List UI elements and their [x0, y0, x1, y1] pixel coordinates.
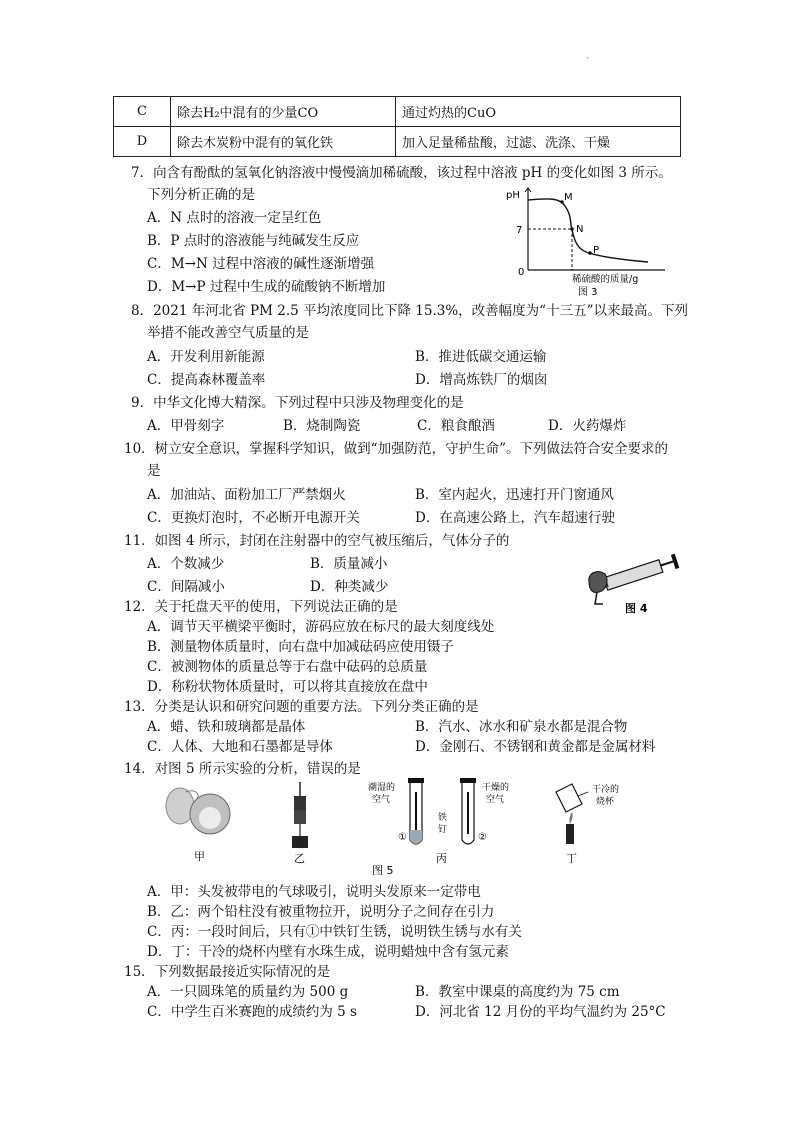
q13-option-b: B．汽水、冰水和矿泉水都是混合物 — [415, 719, 628, 735]
q14-option-a: A．甲：头发被带电的气球吸引，说明头发原来一定带电 — [147, 884, 481, 900]
water — [410, 830, 422, 844]
figure-5-jia — [166, 788, 230, 863]
q11-option-a: A．个数减少 — [147, 556, 225, 572]
q13-option-a: A．蜡、铁和玻璃都是晶体 — [147, 719, 306, 735]
wet-air-label-1: 潮湿的 — [368, 783, 396, 793]
figure-4-syringe — [585, 542, 685, 620]
x-label: 稀硫酸的质量/g — [572, 274, 639, 285]
q12-option-d: D．称粉状物体质量时，可以将其直接放在盘中 — [147, 679, 428, 695]
table-row — [114, 97, 681, 127]
balloon — [166, 788, 194, 824]
q11-stem: 11．如图 4 所示，封闭在注射器中的空气被压缩后，气体分子的 — [124, 533, 510, 549]
table-cell-method: 通过灼热的CuO — [396, 97, 681, 127]
table-cell-task: 除去木炭粉中混有的氧化铁 — [171, 127, 396, 157]
label-yi: 乙 — [294, 852, 305, 865]
syringe-plunger — [661, 561, 674, 565]
figure-5-caption: 图 5 — [372, 864, 394, 877]
label-m: M — [564, 192, 573, 203]
q9-stem: 9．中华文化博大精深。下列过程中只涉及物理变化的是 — [131, 395, 464, 411]
y-label: pH — [506, 190, 520, 201]
q13-stem: 13．分类是认识和研究问题的重要方法。下列分类正确的是 — [124, 699, 479, 715]
q8-stem: 8．2021 年河北省 PM 2.5 平均浓度同比下降 15.3%，改善幅度为“十三五”以来最高。下列 — [131, 303, 688, 319]
figure-3-caption: 图 3 — [578, 287, 598, 298]
point-p — [588, 251, 592, 255]
figure-4-caption: 图 4 — [625, 602, 648, 615]
lead-cylinder-top — [294, 796, 306, 810]
syringe-barrel — [604, 560, 663, 590]
weight — [292, 836, 308, 848]
q11-option-c: C．间隔减小 — [147, 579, 225, 595]
ph-curve — [528, 199, 648, 262]
q14-option-d: D．丁：干冷的烧杯内壁有水珠生成，说明蜡烛中含有氢元素 — [147, 944, 509, 960]
q8-stem-cont: 举措不能改善空气质量的是 — [147, 325, 309, 341]
tube-2-label: ② — [478, 832, 487, 843]
options-table — [113, 96, 681, 157]
q14-option-c: C．丙：一段时间后，只有①中铁钉生锈，说明铁生锈与水有关 — [147, 924, 522, 940]
figure-3-ph-graph — [500, 180, 670, 300]
top-mark: · — [586, 54, 589, 64]
table-cell-method: 加入足量稀盐酸，过滤、洗涤、干燥 — [396, 127, 681, 157]
label-jia: 甲 — [194, 850, 205, 863]
nail-label-2: 钉 — [438, 825, 448, 835]
q8-option-b: B．推进低碳交通运输 — [415, 349, 547, 365]
label-bing: 丙 — [436, 852, 447, 865]
q10-option-c: C．更换灯泡时，不必断开电源开关 — [147, 510, 360, 526]
flame — [569, 812, 572, 824]
q12-stem: 12．关于托盘天平的使用，下列说法正确的是 — [124, 599, 398, 615]
point-n — [570, 227, 574, 231]
q7-stem-cont: 下列分析正确的是 — [147, 187, 255, 203]
q12-option-a: A．调节天平横梁平衡时，游码应放在标尺的最大刻度线处 — [147, 619, 495, 635]
q14-option-b: B．乙：两个铅柱没有被重物拉开，说明分子之间存在引力 — [147, 904, 495, 920]
label-7: 7 — [516, 225, 523, 236]
q8-option-d: D．增高炼铁厂的烟囱 — [415, 372, 548, 388]
q11-option-b: B．质量减小 — [310, 556, 388, 572]
beaker-label-1: 干冷的 — [592, 785, 620, 795]
q10-stem: 10．树立安全意识，掌握科学知识，做到“加强防范，守护生命”。下列做法符合安全要求的 — [124, 441, 668, 457]
q15-option-c: C．中学生百米赛跑的成绩约为 5 s — [147, 1004, 357, 1020]
tube-1-label: ① — [398, 832, 407, 843]
stopper-2 — [460, 778, 476, 783]
q15-option-b: B．教室中课桌的高度约为 75 cm — [415, 984, 620, 1000]
q10-option-a: A．加油站、面粉加工厂严禁烟火 — [147, 487, 346, 503]
wet-air-label-2: 空气 — [372, 795, 391, 805]
q13-option-d: D．金刚石、不锈钢和黄金都是金属材料 — [415, 739, 656, 755]
figure-5-bing — [368, 778, 509, 865]
nail-label-1: 铁 — [438, 813, 448, 823]
stopper-1 — [408, 778, 424, 783]
hand-icon — [589, 572, 607, 593]
candle — [566, 824, 574, 844]
q13-option-c: C．人体、大地和石墨都是导体 — [147, 739, 333, 755]
q8-option-a: A．开发利用新能源 — [147, 349, 265, 365]
q7-option-d: D．M→P 过程中生成的硫酸钠不断增加 — [147, 279, 386, 295]
q9-option-c: C．粮食酿酒 — [417, 418, 495, 434]
lead-cylinder-bottom — [294, 810, 306, 824]
q9-option-d: D．火药爆炸 — [548, 418, 627, 434]
dry-air-label-2: 空气 — [486, 795, 505, 805]
q9-option-b: B．烧制陶瓷 — [283, 418, 361, 434]
label-ding: 丁 — [566, 852, 577, 865]
q14-stem: 14．对图 5 所示实验的分析，错误的是 — [124, 761, 361, 777]
figure-5-yi — [292, 782, 308, 865]
figure-5 — [160, 778, 650, 878]
beaker-label-2: 烧杯 — [596, 797, 615, 807]
q7-option-c: C．M→N 过程中溶液的碱性逐渐增强 — [147, 256, 375, 272]
beaker-pointer — [578, 792, 588, 796]
table-cell-label: C — [114, 97, 171, 127]
q11-option-d: D．种类减少 — [310, 579, 389, 595]
q7-option-b: B．P 点时的溶液能与纯碱发生反应 — [147, 233, 360, 249]
q9-option-a: A．甲骨刻字 — [147, 418, 225, 434]
table-cell-task: 除去H₂中混有的少量CO — [171, 97, 396, 127]
arm — [595, 592, 603, 604]
dry-air-label-1: 干燥的 — [482, 783, 510, 793]
beaker — [556, 784, 582, 812]
label-n: N — [576, 224, 584, 235]
q8-option-c: C．提高森林覆盖率 — [147, 372, 266, 388]
table-cell-label: D — [114, 127, 171, 157]
q15-option-a: A．一只圆珠笔的质量约为 500 g — [147, 984, 349, 1000]
q7-option-a: A．N 点时的溶液一定呈红色 — [147, 210, 322, 226]
q12-option-b: B．测量物体质量时，向右盘中加减砝码应使用镊子 — [147, 639, 454, 655]
q15-option-d: D．河北省 12 月份的平均气温约为 25°C — [415, 1004, 666, 1020]
figure-5-ding — [556, 783, 619, 865]
girl-face — [199, 807, 221, 829]
table-row — [114, 127, 681, 157]
label-origin: 0 — [518, 267, 525, 278]
q7-stem: 7．向含有酚酞的氢氧化钠溶液中慢慢滴加稀硫酸，该过程中溶液 pH 的变化如图 3 所示。 — [131, 165, 672, 181]
q10-option-b: B．室内起火，迅速打开门窗通风 — [415, 487, 614, 503]
q12-option-c: C．被测物体的质量总等于右盘中砝码的总质量 — [147, 659, 428, 675]
q10-option-d: D．在高速公路上，汽车超速行驶 — [415, 510, 615, 526]
label-p: P — [593, 245, 600, 256]
q10-stem-cont: 是 — [147, 463, 161, 479]
q15-stem: 15．下列数据最接近实际情况的是 — [124, 964, 331, 980]
